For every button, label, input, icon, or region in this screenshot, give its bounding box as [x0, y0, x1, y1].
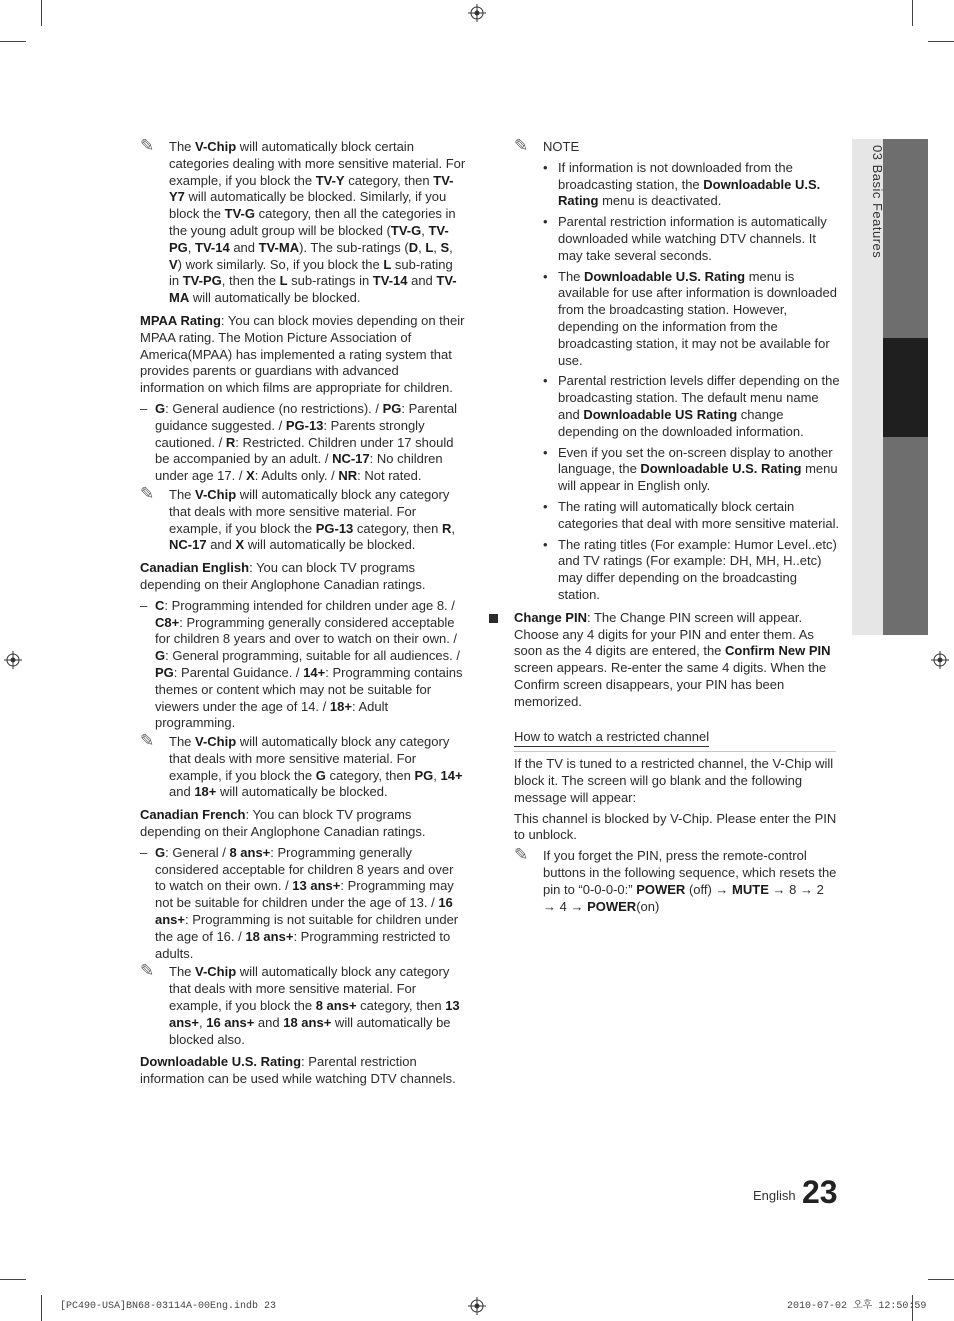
divider — [514, 751, 836, 752]
crop-mark — [928, 41, 954, 42]
crop-mark — [41, 0, 42, 26]
registration-mark-icon — [931, 651, 949, 669]
crop-mark — [0, 41, 26, 42]
registration-mark-icon — [468, 4, 486, 22]
print-slug-file: [PC490-USA]BN68-03114A-00Eng.indb 23 — [60, 1301, 277, 1312]
bullet-marker: • — [543, 444, 548, 460]
list-item-text: The rating titles (For example: Humor Level..etc) and TV ratings (For example: DH, MH, H..etc) may differ depending on the broadcasting station. — [558, 536, 837, 602]
list-item-text: If information is not downloaded from the broadcasting station, the Downloadable U.S. Rating menu is deactivated. — [558, 159, 821, 209]
blocked-message-paragraph: This channel is blocked by V-Chip. Please enter the PIN to unblock. — [514, 810, 837, 843]
dash-text: C: Programming intended for children under age 8. / C8+: Programming generally considered acceptable for children 8 years and over to watch on their own. / G: General programming, suitable for all audiences. / PG: Parental Guidance. / 14+: Programming contains themes or content which may not be suitable for viewers under the age of 14. / 18+: Adult programming. — [155, 597, 463, 731]
side-tab-block — [883, 437, 928, 635]
note-text: The V-Chip will automatically block any category that deals with more sensitive material. For example, if you block the G category, then PG, 14+ and 18+ will automatically be blocked. — [169, 734, 463, 800]
dash-text: G: General audience (no restrictions). / PG: Parental guidance suggested. / PG-13: Parents strongly cautioned. / R: Restricted. Children under 17 should be accompanied by an adult. / NC-17: No children under age 17. / X: Adults only. / NR: Not rated. — [155, 400, 458, 484]
left-column — [140, 136, 466, 1092]
registration-mark-icon — [468, 1297, 486, 1315]
pencil-icon: ✎ — [514, 136, 529, 155]
bullet-marker: • — [543, 214, 548, 230]
dash-text: G: General / 8 ans+: Programming generally considered acceptable for children 8 years and over to watch on their own. / 13 ans+: Programming may not be suitable for children under the age of 13. / 16 ans+: Programming is not suitable for children under the age of 16. / 18 ans+: Programming restricted to adults. — [155, 844, 459, 961]
list-item-text: Even if you set the on-screen display to another language, the Downloadable U.S. Rating menu will appear in English only. — [558, 444, 838, 494]
bullet-marker: • — [543, 536, 548, 552]
bullet-marker: • — [543, 498, 548, 514]
footer-language: English — [753, 1188, 796, 1203]
note-header — [514, 136, 840, 156]
note-vchip-canadian-french — [140, 961, 466, 1048]
list-item — [543, 499, 840, 533]
note-vchip-tv — [140, 136, 466, 307]
print-slug-date: 2010-07-02 오후 12:50:59 — [787, 1301, 927, 1312]
crop-mark — [0, 1279, 26, 1280]
bullet-marker: • — [543, 268, 548, 284]
restricted-channel-paragraph: If the TV is tuned to a restricted channel, the V-Chip will block it. The screen will go blank and the following message will appear: — [514, 756, 834, 805]
list-item-text: The Downloadable U.S. Rating menu is available for use after information is downloaded from the broadcasting station. However, depending on the information from the broadcasting station, it may not be available for use. — [558, 268, 837, 368]
note-text: The V-Chip will automatically block any category that deals with more sensitive material. For example, if you block the 8 ans+ category, then 13 ans+, 16 ans+ and 18 ans+ will automatically be blocked also. — [169, 964, 460, 1047]
note-text: The V-Chip will automatically block any category that deals with more sensitive material. For example, if you block the PG-13 category, then R, NC-17 and X will automatically be blocked. — [169, 486, 455, 553]
note-title: NOTE — [543, 139, 580, 154]
page-number: 23 — [802, 1174, 838, 1210]
pencil-icon: ✎ — [514, 845, 529, 865]
pencil-icon: ✎ — [140, 483, 155, 503]
list-item-text: Parental restriction levels differ depending on the broadcasting station. The default menu name and Downloadable US Rating change depending on the downloaded information. — [558, 373, 840, 439]
dash-marker: – — [140, 844, 148, 860]
pencil-icon: ✎ — [140, 961, 155, 981]
crop-mark — [912, 0, 913, 26]
canadian-english-list — [140, 598, 466, 732]
dash-marker: – — [140, 400, 148, 416]
list-item — [543, 445, 840, 495]
chapter-label: 03 Basic Features — [869, 145, 885, 259]
mpaa-rating-paragraph: MPAA Rating: You can block movies depending on their MPAA rating. The Motion Picture Association of America(MPAA) has implemented a rating system that provides parents or guardians with advanced information on which films are appropriate for children. — [140, 312, 465, 396]
note-text: The V-Chip will automatically block certain categories dealing with more sensitive material. For example, if you block the TV-Y category, then TV-Y7 will automatically be blocked. Similarly, if you block the TV-G category, then all the categories in the young adult group will be blocked (TV-G, TV-PG, TV-14 and TV-MA). The sub-ratings (D, L, S, V) work similarly. So, if you block the L sub-rating in TV-PG, then the L sub-ratings in TV-14 and TV-MA will automatically be blocked. — [169, 139, 466, 306]
change-pin-item — [514, 610, 840, 711]
list-item — [543, 537, 840, 604]
right-column — [514, 136, 840, 921]
list-item-text: The rating will automatically block certain categories that deal with more sensitive material. — [558, 498, 840, 531]
list-item — [543, 373, 840, 440]
section-heading: How to watch a restricted channel — [514, 729, 709, 748]
side-tab-active-block — [883, 338, 928, 437]
crop-mark — [41, 1295, 42, 1321]
bullet-marker: • — [543, 373, 548, 389]
list-item — [543, 214, 840, 264]
pencil-icon: ✎ — [140, 136, 155, 155]
list-item — [543, 160, 840, 210]
note-text: If you forget the PIN, press the remote-control buttons in the following sequence, which resets the pin to “0-0-0-0:” POWER (off) → MUTE → 8 → 2 → 4 → POWER(on) — [543, 848, 837, 914]
change-pin-text: Change PIN: The Change PIN screen will appear. Choose any 4 digits for your PIN and enter them. As soon as the 4 digits are entered, the Confirm New PIN screen appears. Re-enter the same 4 digits. When the Confirm screen disappears, your PIN has been memorized. — [514, 609, 831, 709]
canadian-french-list — [140, 845, 466, 963]
dash-marker: – — [140, 597, 148, 613]
downloadable-rating-paragraph: Downloadable U.S. Rating: Parental restriction information can be used while watching DTV channels. — [140, 1054, 456, 1087]
list-item-text: Parental restriction information is automatically downloaded while watching DTV channels. It may take several seconds. — [558, 214, 827, 263]
note-bullet-list — [514, 160, 840, 604]
mpaa-rating-list — [140, 401, 466, 485]
crop-mark — [928, 1279, 954, 1280]
note-vchip-canadian-english — [140, 731, 466, 801]
registration-mark-icon — [4, 651, 22, 669]
list-item — [543, 269, 840, 370]
side-tab-block — [883, 139, 928, 338]
canadian-english-paragraph: Canadian English: You can block TV programs depending on their Anglophone Canadian ratings. — [140, 560, 426, 592]
bullet-marker: • — [543, 159, 548, 175]
pencil-icon: ✎ — [140, 731, 155, 751]
canadian-french-paragraph: Canadian French: You can block TV programs depending on their Anglophone Canadian ratings. — [140, 807, 426, 840]
note-forgot-pin — [514, 845, 840, 915]
note-vchip-mpaa — [140, 483, 466, 554]
square-bullet-icon — [489, 614, 498, 623]
